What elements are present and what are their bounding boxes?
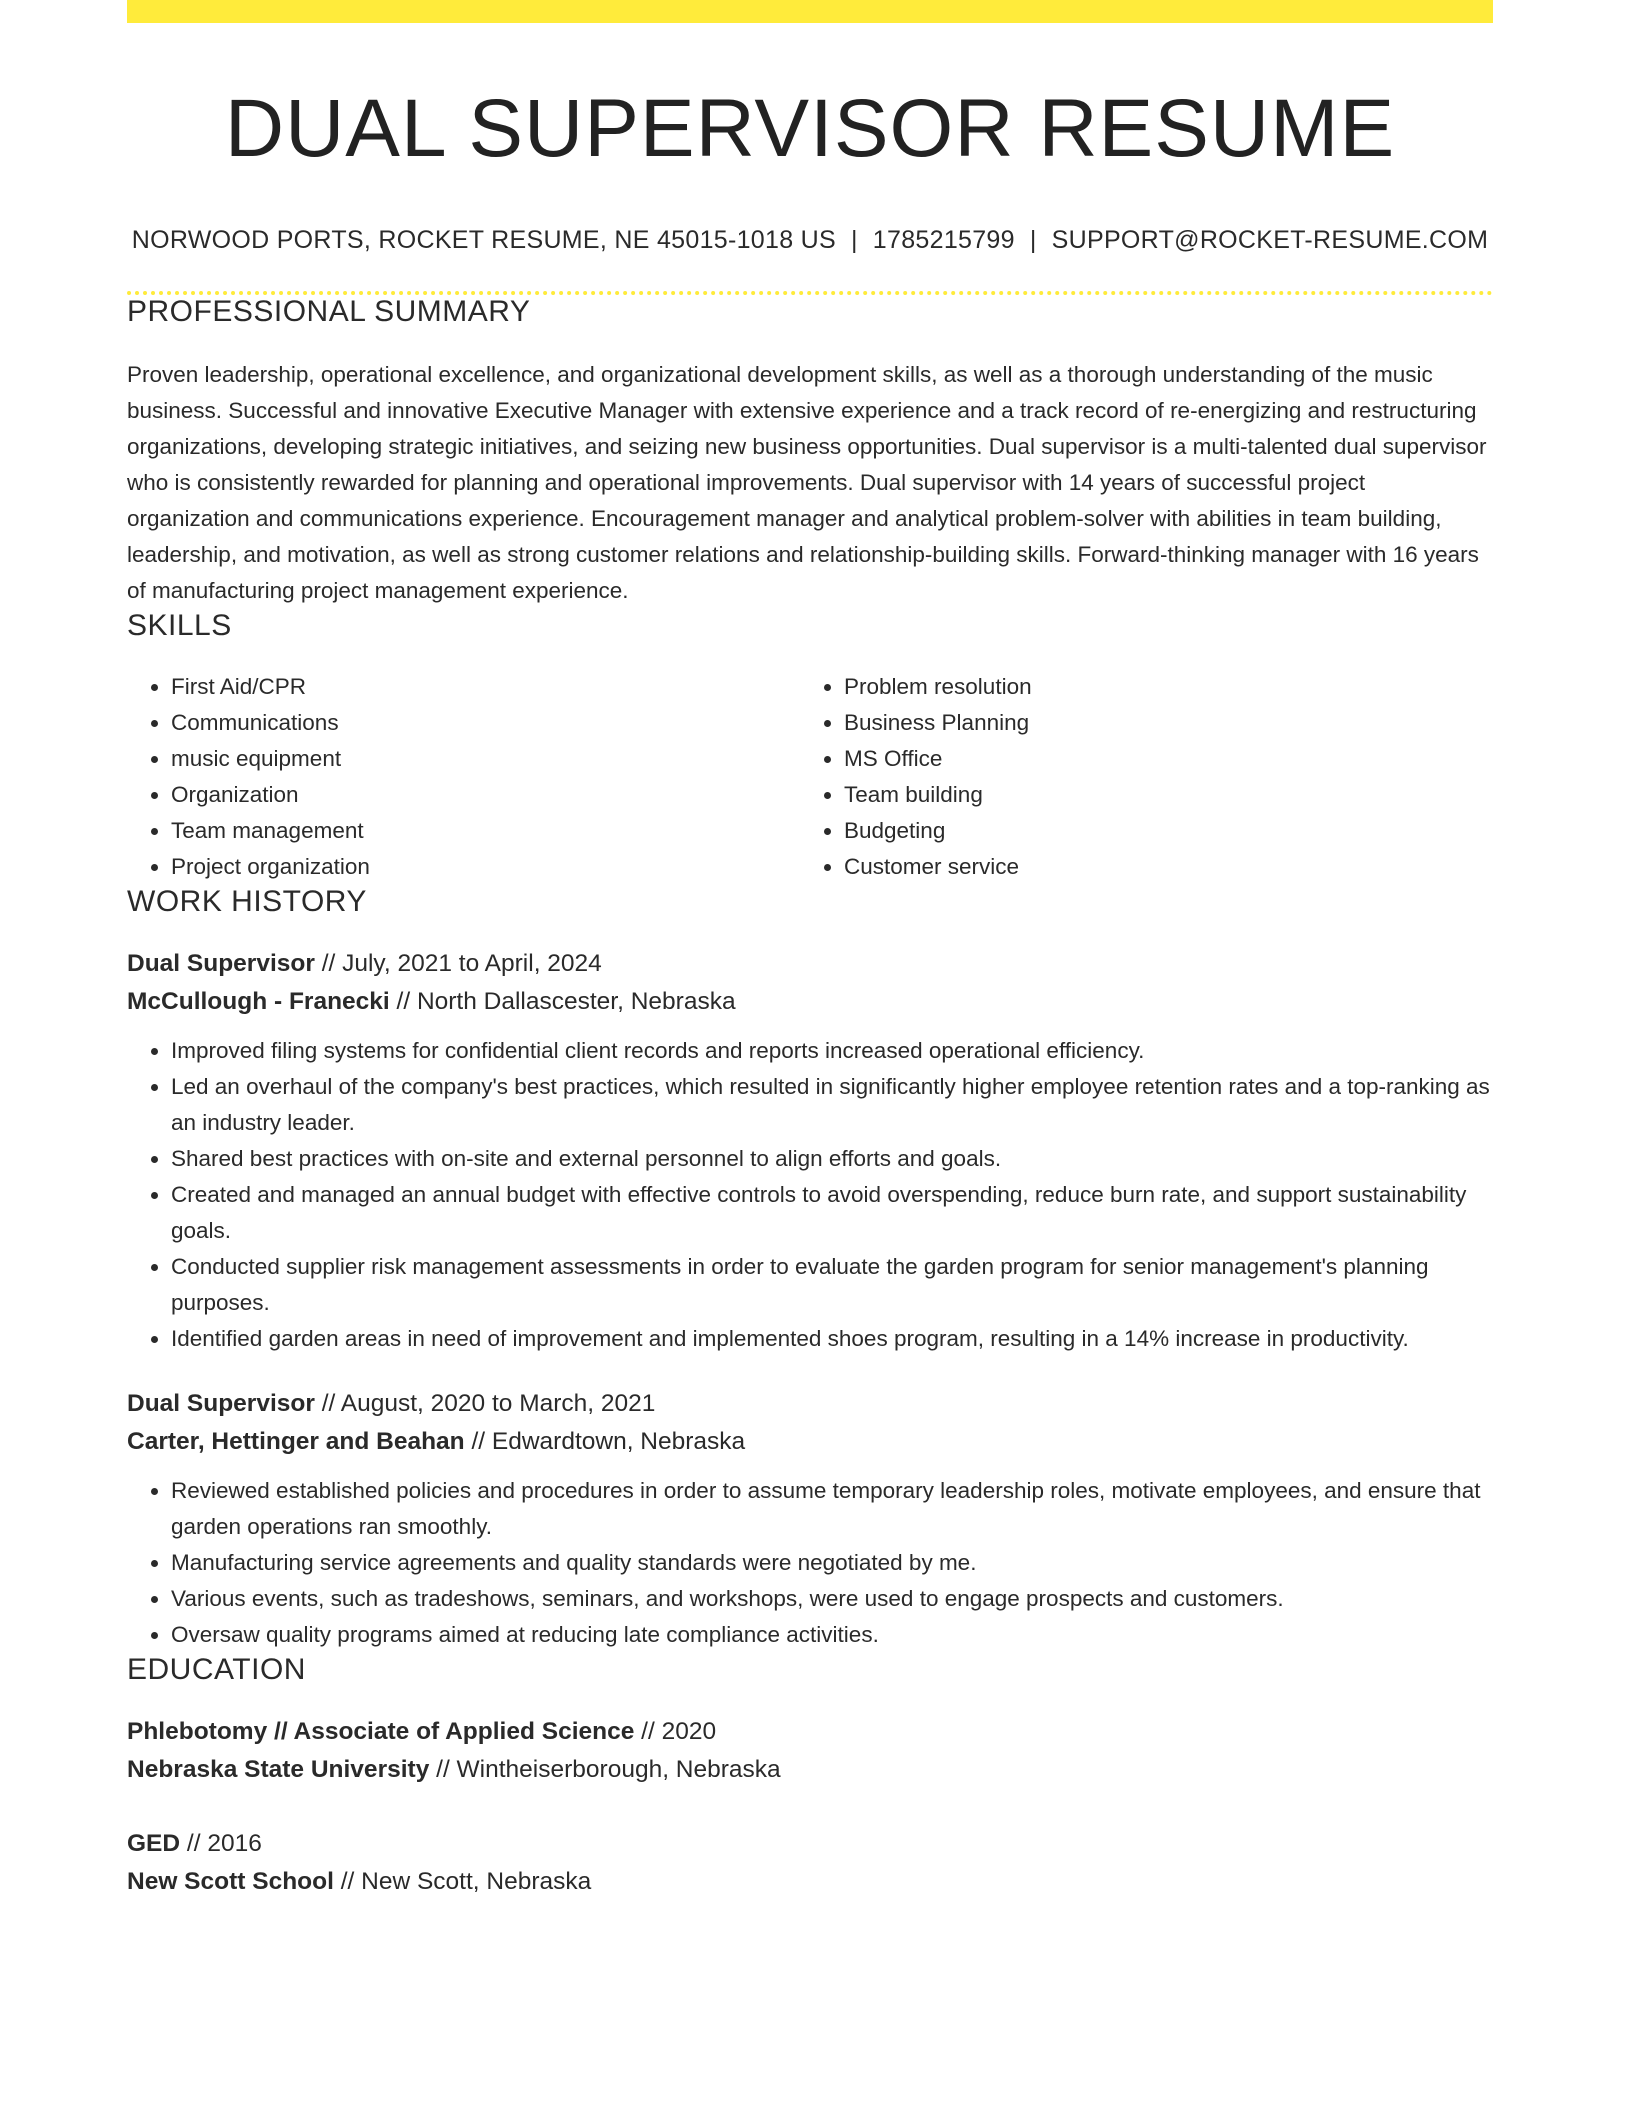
skill-item: • Team management <box>171 813 800 849</box>
school-name: New Scott School <box>127 1868 334 1896</box>
duty-item: • Shared best practices with on-site and external personnel to align efforts and goals. <box>171 1141 1493 1177</box>
resume-page <box>127 0 1493 1901</box>
duty-item: • Conducted supplier risk management assessments in order to evaluate the garden program for senior management's planning purposes. <box>171 1249 1493 1321</box>
skill-item: • Problem resolution <box>844 669 1473 705</box>
job-duties <box>127 1473 1493 1653</box>
duty-item: • Manufacturing service agreements and quality standards were negotiated by me. <box>171 1545 1493 1581</box>
degree-line <box>127 1825 1493 1863</box>
degree: Phlebotomy // Associate of Applied Science <box>127 1718 635 1746</box>
resume-title: DUAL SUPERVISOR RESUME <box>224 83 1396 174</box>
education-entry <box>127 1713 1493 1789</box>
contact-line <box>127 226 1493 255</box>
skill-item: • Communications <box>171 705 800 741</box>
job-title-line <box>127 945 1493 983</box>
skills-column-right <box>800 669 1473 885</box>
contact-separator: | <box>1029 226 1037 255</box>
skills-heading: SKILLS <box>127 609 232 643</box>
job-entry <box>127 945 1493 1357</box>
graduation-year: // 2020 <box>634 1718 717 1746</box>
duty-item: • Oversaw quality programs aimed at reducing late compliance activities. <box>171 1617 1493 1653</box>
skill-item: • Team building <box>844 777 1473 813</box>
duty-item: • Led an overhaul of the company's best practices, which resulted in significantly higher employee retention rates and a top-ranking as an industry leader. <box>171 1069 1493 1141</box>
school-location: // Wintheiserborough, Nebraska <box>429 1756 781 1784</box>
skill-item: • music equipment <box>171 741 800 777</box>
skill-item: • Organization <box>171 777 800 813</box>
job-dates: // July, 2021 to April, 2024 <box>314 950 602 978</box>
skills-column-left <box>127 669 800 885</box>
contact-phone: 1785215799 <box>872 226 1015 255</box>
skill-item: • First Aid/CPR <box>171 669 800 705</box>
skills-list <box>127 669 1493 885</box>
job-title-line <box>127 1385 1493 1423</box>
school-location: // New Scott, Nebraska <box>333 1868 592 1896</box>
summary-text: Proven leadership, operational excellence, and organizational development skills, as well as a thorough understanding of the music business. Successful and innovative Executive Manager with extensive experience and a track record of re-energizing and restructuring organizations, developing strategic initiatives, and seizing new business opportunities. Dual supervisor is a multi-talented dual supervisor who is consistently rewarded for planning and operational improvements. Dual supervisor with 14 years of successful project organization and communications experience. Encouragement manager and analytical problem-solver with abilities in team building, leadership, and motivation, as well as strong customer relations and relationship-building skills. Forward-thinking manager with 16 years of manufacturing project management experience. <box>127 362 1487 604</box>
contact-address: NORWOOD PORTS, ROCKET RESUME, NE 45015-1018 US <box>131 226 836 255</box>
duty-item: • Improved filing systems for confidential client records and reports increased operational efficiency. <box>171 1033 1493 1069</box>
contact-email: SUPPORT@ROCKET-RESUME.COM <box>1051 226 1489 255</box>
work-history-heading: WORK HISTORY <box>127 885 367 919</box>
job-title: Dual Supervisor <box>127 950 315 978</box>
job-location: // Edwardtown, Nebraska <box>464 1428 746 1456</box>
duty-item: • Identified garden areas in need of improvement and implemented shoes program, resulting in a 14% increase in productivity. <box>171 1321 1493 1357</box>
education-entry <box>127 1825 1493 1901</box>
skill-item: • Business Planning <box>844 705 1473 741</box>
duty-item: • Various events, such as tradeshows, seminars, and workshops, were used to engage prospects and customers. <box>171 1581 1493 1617</box>
graduation-year: // 2016 <box>180 1830 262 1858</box>
contact-separator: | <box>851 226 858 255</box>
school-name: Nebraska State University <box>127 1756 430 1784</box>
job-duties <box>127 1033 1493 1357</box>
job-company: McCullough - Franecki <box>127 988 390 1016</box>
school-line <box>127 1751 1493 1789</box>
accent-bar <box>127 0 1493 23</box>
job-company-line <box>127 1423 1493 1461</box>
skill-item: • Customer service <box>844 849 1473 885</box>
degree: GED <box>127 1830 181 1858</box>
duty-item: • Reviewed established policies and procedures in order to assume temporary leadership roles, motivate employees, and ensure that garden operations ran smoothly. <box>171 1473 1493 1545</box>
job-company-line <box>127 983 1493 1021</box>
skill-item: • Budgeting <box>844 813 1473 849</box>
education-heading: EDUCATION <box>127 1653 306 1687</box>
job-title: Dual Supervisor <box>127 1390 315 1418</box>
job-entry <box>127 1385 1493 1653</box>
summary-heading: PROFESSIONAL SUMMARY <box>127 295 531 329</box>
job-company: Carter, Hettinger and Beahan <box>127 1428 465 1456</box>
duty-item: • Created and managed an annual budget with effective controls to avoid overspending, reduce burn rate, and support sustainability goals. <box>171 1177 1493 1249</box>
degree-line <box>127 1713 1493 1751</box>
job-location: // North Dallascester, Nebraska <box>389 988 736 1016</box>
school-line <box>127 1863 1493 1901</box>
skill-item: • Project organization <box>171 849 800 885</box>
skill-item: • MS Office <box>844 741 1473 777</box>
job-dates: // August, 2020 to March, 2021 <box>314 1390 656 1418</box>
